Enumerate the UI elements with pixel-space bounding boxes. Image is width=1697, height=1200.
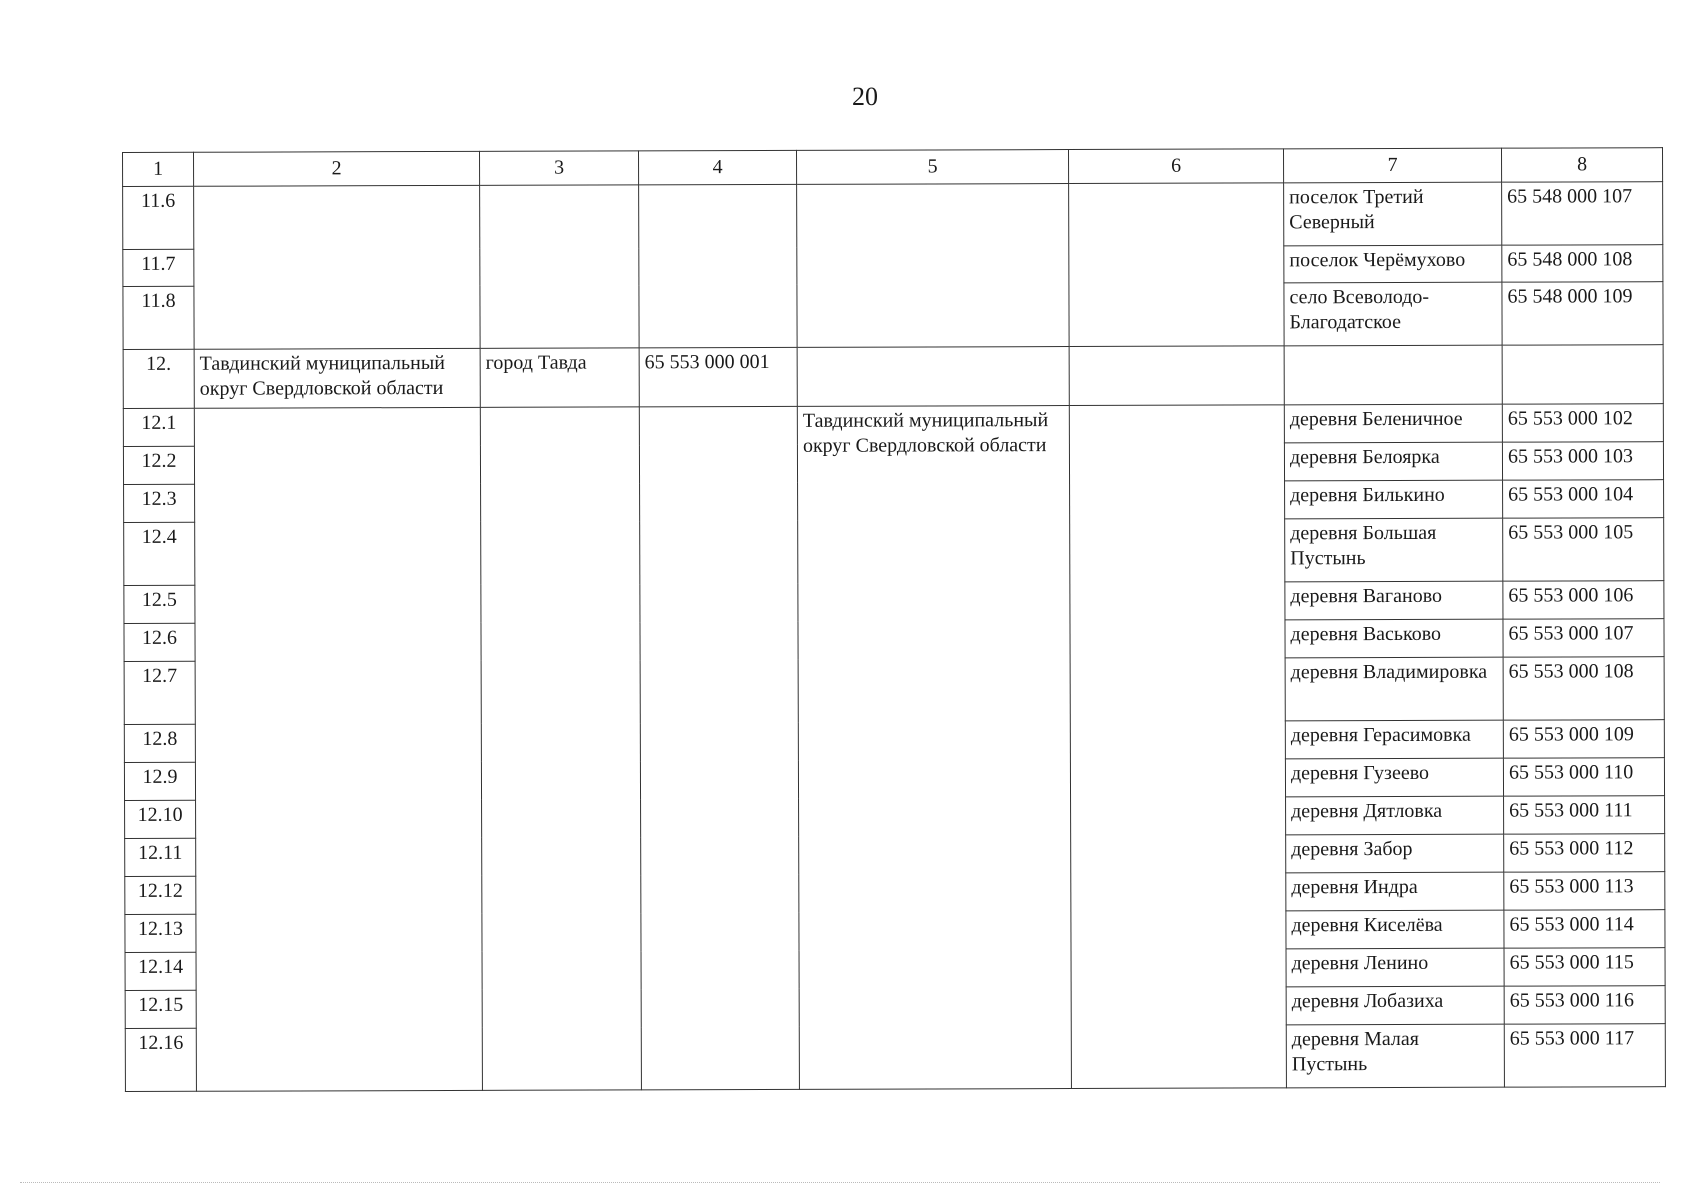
empty-cell [1284, 345, 1502, 405]
settlement-name: деревня Герасимовка [1285, 720, 1503, 759]
table-row [123, 182, 1663, 250]
row-number: 11.6 [123, 186, 194, 249]
column-header-2: 2 [194, 151, 480, 186]
column-header-5: 5 [796, 150, 1068, 185]
row-number: 12.3 [124, 484, 195, 522]
row-number: 12.12 [125, 876, 196, 914]
row-number: 12.11 [125, 838, 196, 876]
district-row [123, 345, 1663, 409]
settlement-name: деревня Белоярка [1284, 442, 1502, 481]
empty-cell [797, 184, 1070, 348]
oktmo-code: 65 553 000 109 [1503, 720, 1664, 759]
settlement-name: деревня Васьково [1285, 619, 1503, 658]
empty-cell [639, 406, 799, 1089]
row-number: 12.8 [124, 724, 195, 762]
administrative-center: город Тавда [480, 348, 639, 407]
column-header-3: 3 [479, 151, 638, 185]
row-number: 12.14 [125, 952, 196, 990]
empty-cell [1069, 346, 1284, 406]
settlement-name: деревня Беленичное [1284, 404, 1502, 443]
oktmo-code: 65 553 000 105 [1503, 518, 1664, 582]
oktmo-code: 65 548 000 107 [1502, 182, 1663, 246]
settlement-name: деревня Малая Пустынь [1286, 1024, 1504, 1088]
empty-cell [480, 407, 641, 1090]
oktmo-code: 65 553 000 108 [1503, 657, 1664, 721]
oktmo-code: 65 553 000 102 [1502, 404, 1663, 443]
oktmo-code: 65 553 000 114 [1504, 910, 1665, 949]
municipal-district-name: Тавдинский муниципальный округ Свердловской области [797, 406, 1071, 1090]
empty-cell [1069, 183, 1285, 347]
page-number: 20 [852, 82, 878, 111]
district-name: Тавдинский муниципальный округ Свердловской области [194, 348, 480, 408]
row-number: 12.1 [123, 408, 194, 446]
oktmo-code: 65 553 000 103 [1502, 442, 1663, 481]
empty-cell [1502, 345, 1663, 405]
column-header-6: 6 [1068, 149, 1283, 184]
empty-cell [639, 184, 798, 347]
column-header-8: 8 [1501, 148, 1662, 183]
oktmo-code: 65 553 000 116 [1504, 986, 1665, 1025]
oktmo-code: 65 553 000 117 [1504, 1024, 1665, 1088]
settlement-name: деревня Киселёва [1286, 910, 1504, 949]
settlement-name: деревня Ленино [1286, 948, 1504, 987]
row-number: 12.5 [124, 585, 195, 623]
row-number: 12.2 [123, 446, 194, 484]
scan-edge-divider [20, 1182, 1660, 1183]
empty-cell [194, 407, 482, 1091]
empty-cell [797, 347, 1069, 407]
settlement-name: деревня Билькино [1285, 480, 1503, 519]
settlement-name: деревня Лобазиха [1286, 986, 1504, 1025]
oktmo-code: 65 548 000 108 [1502, 245, 1663, 283]
row-number: 12.15 [125, 990, 196, 1028]
row-number: 12.4 [124, 522, 195, 585]
oktmo-code: 65 553 000 110 [1503, 758, 1664, 797]
oktmo-code: 65 553 000 107 [1503, 619, 1664, 658]
registry-table-wrapper [122, 147, 1665, 1092]
settlement-name: деревня Владимировка [1285, 657, 1503, 721]
oktmo-code: 65 553 000 112 [1504, 834, 1665, 873]
settlement-name: деревня Большая Пустынь [1285, 518, 1503, 582]
row-number: 12.9 [124, 762, 195, 800]
settlement-name: деревня Ваганово [1285, 581, 1503, 620]
row-number: 11.7 [123, 249, 194, 286]
column-header-7: 7 [1283, 148, 1501, 183]
column-header-1: 1 [123, 152, 194, 186]
empty-cell [480, 185, 640, 348]
registry-table [122, 147, 1666, 1092]
row-number: 12. [123, 349, 194, 408]
row-number: 12.16 [125, 1028, 196, 1091]
table-row [123, 404, 1663, 447]
settlement-name: деревня Забор [1286, 834, 1504, 873]
header-row [123, 148, 1663, 187]
empty-cell [1069, 405, 1286, 1089]
oktmo-code: 65 553 000 115 [1504, 948, 1665, 987]
settlement-name: деревня Гузеево [1285, 758, 1503, 797]
settlement-name: деревня Дятловка [1286, 796, 1504, 835]
settlement-name: село Всеволодо-Благодатское [1284, 282, 1502, 346]
oktmo-code: 65 553 000 106 [1503, 581, 1664, 620]
row-number: 11.8 [123, 286, 194, 349]
oktmo-code: 65 553 000 111 [1504, 796, 1665, 835]
oktmo-code: 65 553 000 001 [639, 347, 797, 406]
settlement-name: поселок Третий Северный [1284, 182, 1502, 246]
row-number: 12.6 [124, 623, 195, 661]
settlement-name: деревня Индра [1286, 872, 1504, 911]
oktmo-code: 65 553 000 113 [1504, 872, 1665, 911]
row-number: 12.13 [125, 914, 196, 952]
oktmo-code: 65 548 000 109 [1502, 282, 1663, 346]
column-header-4: 4 [638, 150, 796, 184]
row-number: 12.10 [125, 800, 196, 838]
oktmo-code: 65 553 000 104 [1503, 480, 1664, 519]
settlement-name: поселок Черёмухово [1284, 245, 1502, 283]
empty-cell [194, 185, 481, 349]
row-number: 12.7 [124, 661, 195, 724]
